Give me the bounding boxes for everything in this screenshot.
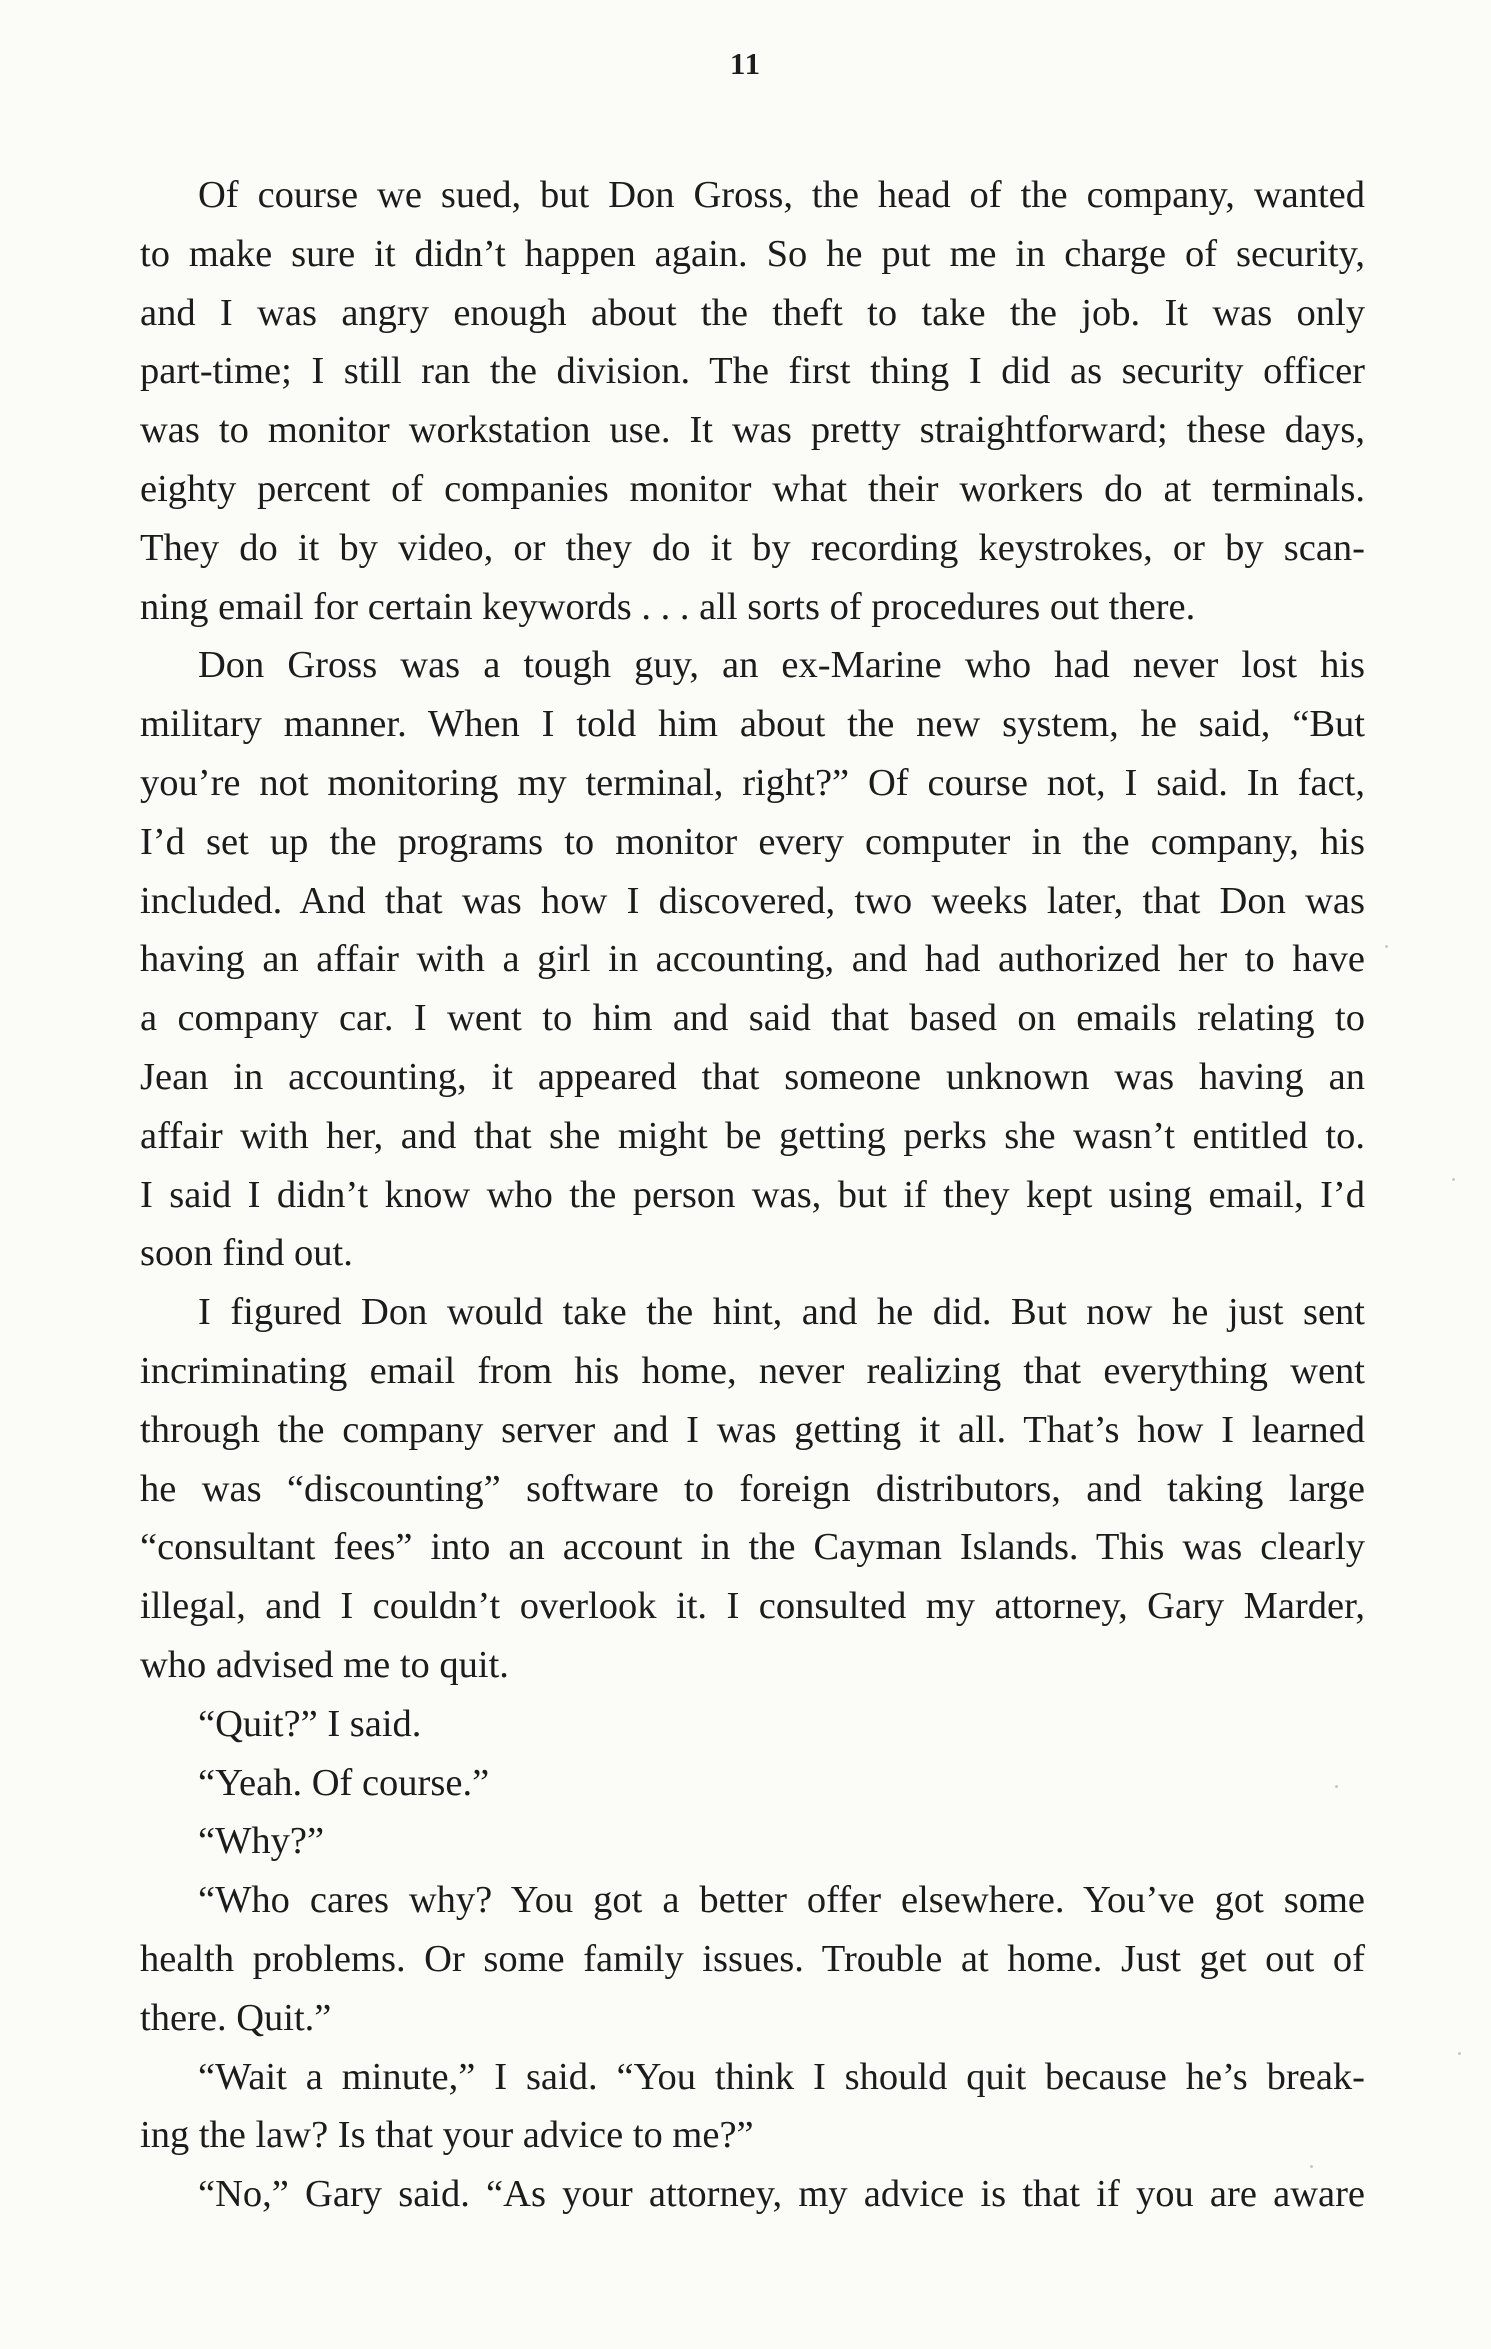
text-line: through the company server and I was getting it all. That’s how I learned <box>140 1408 1365 1451</box>
text-line: “consultant fees” into an account in the Cayman Islands. This was clearly <box>140 1526 1365 1569</box>
text-line: “Why?” <box>198 1820 325 1863</box>
text-line: he was “discounting” software to foreign distributors, and taking large <box>140 1467 1365 1510</box>
text-line: included. And that was how I discovered, two weeks later, that Don was <box>140 879 1365 922</box>
text-line: you’re not monitoring my terminal, right?” Of course not, I said. In fact, <box>140 761 1365 804</box>
text-line: Don Gross was a tough guy, an ex-Marine who had never lost his <box>198 644 1365 687</box>
text-line: “Wait a minute,” I said. “You think I should quit because he’s break- <box>198 2055 1365 2098</box>
text-line: “Yeah. Of course.” <box>198 1761 490 1804</box>
paper-speck <box>1452 1178 1455 1181</box>
text-line: Jean in accounting, it appeared that someone unknown was having an <box>140 1055 1365 1098</box>
text-line: “Quit?” I said. <box>198 1702 422 1745</box>
text-line: illegal, and I couldn’t overlook it. I consulted my attorney, Gary Marder, <box>140 1585 1365 1628</box>
text-line: Of course we sued, but Don Gross, the head of the company, wanted <box>198 174 1365 216</box>
text-line: part-time; I still ran the division. The first thing I did as security officer <box>140 350 1365 393</box>
text-line: I figured Don would take the hint, and he did. But now he just sent <box>198 1291 1365 1334</box>
paper-speck <box>1458 2052 1461 2055</box>
paragraph <box>140 636 1365 1283</box>
paper-speck <box>1385 945 1388 948</box>
text-line: having an affair with a girl in accounting, and had authorized her to have <box>140 938 1365 981</box>
paragraph <box>140 2165 1365 2224</box>
text-line: a company car. I went to him and said that based on emails relating to <box>140 997 1365 1040</box>
paragraph <box>140 2048 1365 2166</box>
text-line: soon find out. <box>140 1232 353 1275</box>
paragraph <box>140 1871 1365 2047</box>
text-line: health problems. Or some family issues. Trouble at home. Just get out of <box>140 1937 1365 1980</box>
text-line: They do it by video, or they do it by recording keystrokes, or by scan- <box>140 526 1365 569</box>
page-number: 11 <box>729 46 762 81</box>
text-line: was to monitor workstation use. It was pretty straightforward; these days, <box>140 409 1365 452</box>
paper-speck <box>1335 1785 1338 1788</box>
text-line: ing the law? Is that your advice to me?” <box>140 2114 754 2157</box>
text-line: to make sure it didn’t happen again. So he put me in charge of security, <box>140 232 1365 275</box>
text-line: eighty percent of companies monitor what their workers do at terminals. <box>140 467 1365 510</box>
paper-speck <box>1310 2165 1313 2168</box>
paragraph <box>140 1812 1365 1871</box>
text-line: there. Quit.” <box>140 1996 332 2039</box>
text-line: affair with her, and that she might be getting perks she wasn’t entitled to. <box>140 1114 1365 1157</box>
paragraph <box>140 1283 1365 1695</box>
text-line: “No,” Gary said. “As your attorney, my advice is that if you are aware <box>198 2173 1365 2216</box>
paragraph <box>140 1754 1365 1813</box>
text-line: and I was angry enough about the theft to take the job. It was only <box>140 291 1365 334</box>
text-line: military manner. When I told him about the new system, he said, “But <box>140 703 1365 746</box>
body-text <box>140 166 1365 2224</box>
text-line: I’d set up the programs to monitor every computer in the company, his <box>140 820 1365 863</box>
text-line: “Who cares why? You got a better offer elsewhere. You’ve got some <box>198 1879 1365 1922</box>
text-line: ning email for certain keywords . . . all sorts of procedures out there. <box>140 585 1196 628</box>
text-line: incriminating email from his home, never realizing that everything went <box>140 1349 1365 1392</box>
text-line: who advised me to quit. <box>140 1643 509 1686</box>
paragraph <box>140 1695 1365 1754</box>
text-line: I said I didn’t know who the person was, but if they kept using email, I’d <box>140 1173 1365 1216</box>
paragraph <box>140 166 1365 636</box>
